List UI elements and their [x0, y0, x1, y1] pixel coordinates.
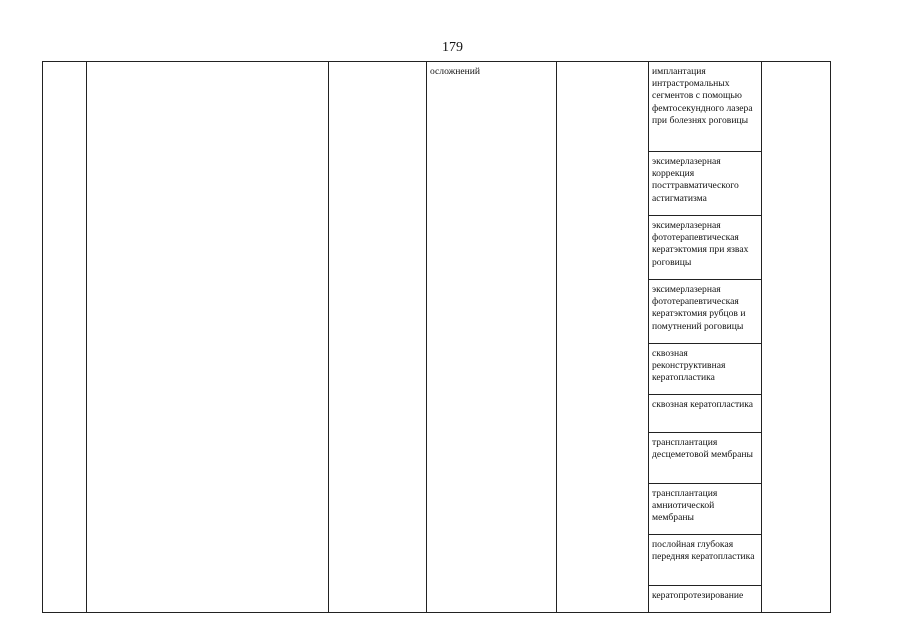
procedures-table — [42, 61, 831, 613]
page-number: 179 — [442, 40, 463, 55]
procedure-item: эксимерлазерная фототерапевтическая кератэктомия рубцов и помутнений роговицы — [649, 280, 761, 344]
table-cell-number — [43, 62, 87, 613]
table-cell-cost — [762, 62, 831, 613]
table-cell-procedures — [649, 62, 762, 613]
table-cell-profile — [87, 62, 329, 613]
procedure-item: кератопротезирование — [652, 590, 744, 601]
procedure-item: сквозная реконструктивная кератопластика — [649, 344, 761, 395]
procedure-item: трансплантация амниотической мембраны — [649, 484, 761, 535]
procedure-item: эксимерлазерная фототерапевтическая кератэктомия при язвах роговицы — [649, 216, 761, 280]
table-cell-code — [329, 62, 427, 613]
procedure-item: эксимерлазерная коррекция посттравматического астигматизма — [649, 152, 761, 216]
procedure-item: трансплантация десцеметовой мембраны — [649, 433, 761, 484]
table-row — [43, 62, 831, 613]
procedure-item: имплантация интрастромальных сегментов с помощью фемтосекундного лазера при болезнях роговицы — [649, 62, 761, 152]
table-cell-model — [557, 62, 649, 613]
procedure-item: сквозная кератопластика — [649, 395, 761, 433]
procedure-list — [649, 62, 761, 612]
table-cell-condition — [427, 62, 557, 613]
condition-text: осложнений — [430, 66, 481, 77]
procedure-item: послойная глубокая передняя кератопластика — [649, 535, 761, 586]
